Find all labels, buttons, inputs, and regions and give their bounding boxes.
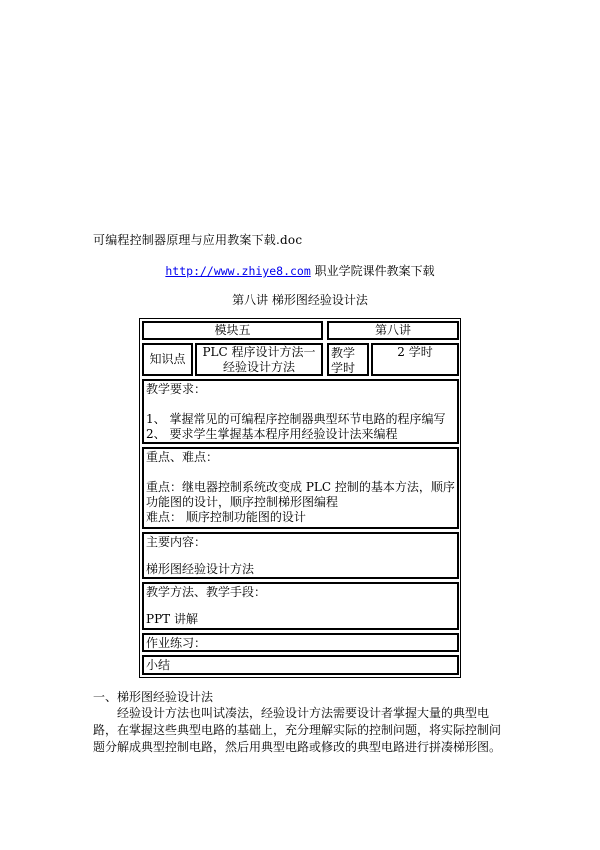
knowledge-label-cell (142, 343, 193, 376)
content-cell (142, 532, 459, 579)
summary-cell (142, 655, 459, 675)
lesson-table (139, 318, 461, 678)
body-paragraph: 经验设计方法也叫试凑法，经验设计方法需要设计者掌握大量的典型电路，在掌握这些典型电路的基础上，充分理解实际的控制问题，将实际控制问题分解成典型控制电路，然后用典型电路或修改的典型电路进行拼凑梯形图。 (93, 706, 502, 754)
knowledge-label: 知识点 (149, 352, 186, 366)
requirements-cell (142, 379, 459, 444)
lecture-text: 第八讲 (374, 323, 411, 337)
document-title: 可编程控制器原理与应用教案下载.doc (93, 233, 303, 247)
requirement-item: 2、 要求学生掌握基本程序用经验设计法来编程 (146, 427, 398, 441)
method-value: PPT 讲解 (146, 612, 198, 626)
content-value: 梯形图经验设计方法 (146, 562, 255, 576)
method-label: 教学方法、教学手段： (146, 585, 267, 599)
module-text: 模块五 (214, 323, 251, 337)
hours-value-cell (371, 343, 459, 376)
homework-cell (142, 633, 459, 652)
requirements-label: 教学要求： (146, 382, 207, 396)
requirement-item: 1、 掌握常见的可编程序控制器典型环节电路的程序编写 (146, 412, 446, 426)
hours-label-cell (327, 343, 369, 376)
section-heading: 一、梯形图经验设计法 (93, 690, 214, 704)
hours-value: 2 学时 (397, 345, 433, 359)
content-label: 主要内容： (146, 535, 207, 549)
site-link[interactable]: http://www.zhiye8.com (165, 264, 311, 278)
site-suffix: 职业学院课件教案下载 (310, 264, 435, 278)
homework-label: 作业练习： (146, 636, 207, 650)
knowledge-value: PLC 程序设计方法一 经验设计方法 (202, 345, 316, 374)
key-label: 重点、难点： (146, 450, 219, 464)
module-cell (142, 321, 323, 340)
knowledge-value-cell (195, 343, 323, 376)
difficulty: 难点： 顺序控制功能图的设计 (146, 510, 306, 524)
lecture-title: 第八讲 梯形图经验设计法 (232, 293, 368, 307)
method-cell (142, 582, 459, 630)
site-line (0, 262, 600, 279)
lecture-cell (327, 321, 459, 340)
key-points-cell (142, 447, 459, 529)
key-point: 重点：继电器控制系统改变成 PLC 控制的基本方法，顺序功能图的设计，顺序控制梯形图编程 (146, 480, 455, 509)
summary-label: 小结 (146, 658, 171, 672)
hours-label: 教学学时 (331, 346, 356, 375)
